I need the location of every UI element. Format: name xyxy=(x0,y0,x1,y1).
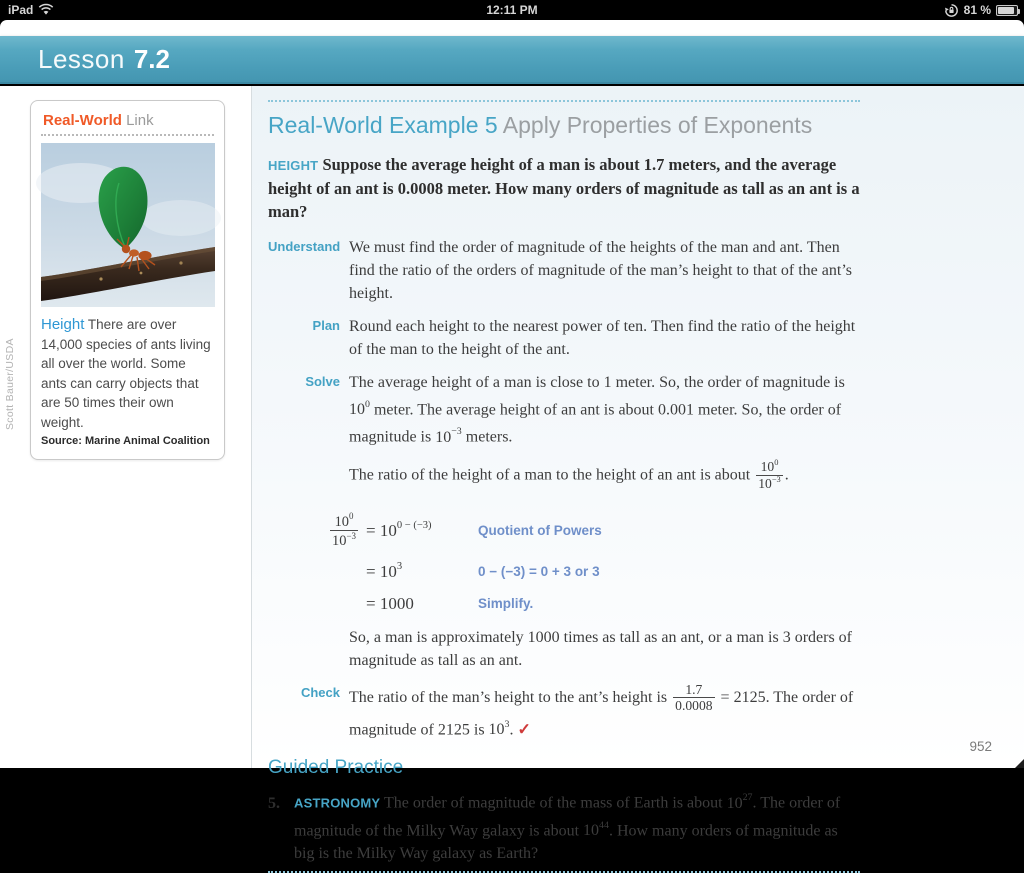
solve-conclusion: So, a man is approximately 1000 times as tall as an ant, or a man is 3 orders of magnitude as tall as an ant. xyxy=(349,628,852,669)
equation-lhs: $\frac{10^0}{10^{-3}}$ xyxy=(332,511,356,550)
page-number: 952 xyxy=(969,739,992,754)
top-dotted-rule xyxy=(268,100,860,102)
card-caption xyxy=(41,315,214,432)
step-label-plan: Plan xyxy=(312,318,340,333)
equation-note: Simplify. xyxy=(478,596,534,612)
sidebar xyxy=(0,86,252,768)
guided-practice-heading: Guided Practice xyxy=(268,757,404,779)
lesson-number: 7.2 xyxy=(133,43,170,74)
step-text-plan: Round each height to the nearest power of ten. Then find the ratio of the height of the man to the height of the ant. xyxy=(349,318,856,358)
card-title-rest: Link xyxy=(121,112,154,129)
card-title-accent: Real-World xyxy=(43,112,122,129)
equation-row xyxy=(284,562,860,582)
real-world-link-card xyxy=(30,100,225,460)
solve-paragraph-1: The average height of a man is close to 1 meter. So, the order of magnitude is $10^0$ meter. The average height of an ant is about 0.001 meter. So, the order of magnitude is $10^{-3}$ meters. xyxy=(349,374,845,446)
step-text-understand: We must find the order of magnitude of the heights of the man and ant. Then find the ratio of the orders of magnitude of the man’s height to that of the ant’s height. xyxy=(349,239,852,302)
ant-photo xyxy=(41,143,215,307)
step-label-understand: Understand xyxy=(268,239,341,254)
step-label-check: Check xyxy=(300,684,340,700)
equation-row xyxy=(284,594,860,614)
item-tag: ASTRONOMY xyxy=(294,795,381,811)
rotation-lock-icon xyxy=(944,3,959,18)
guided-practice-item xyxy=(268,787,860,865)
caption-text: There are over 14,000 species of ants living all over the world. Some ants can carry objects that are 50 times their own weight. xyxy=(41,317,211,430)
caption-label: Height xyxy=(41,316,85,333)
equation-row xyxy=(284,512,860,550)
card-title xyxy=(43,112,214,129)
step-label-solve: Solve xyxy=(305,374,340,389)
page-curl-corner[interactable] xyxy=(1015,759,1024,768)
lesson-page xyxy=(252,86,1024,863)
photo-credit: Scott Bauer/USDA xyxy=(4,338,16,430)
lesson-header xyxy=(0,36,1024,84)
equation-rhs: = $10^{0 - (-3)}$ xyxy=(366,520,432,540)
page-top-strip xyxy=(0,20,1024,36)
card-divider xyxy=(41,134,214,136)
item-text: The order of magnitude of the mass of Earth is about $10^{27}$. The order of magnitude of the Milky Way galaxy is about $10^{44}$. How many orders of magnitude as big is the Milky Way galaxy as Earth? xyxy=(294,792,841,863)
problem-tag: HEIGHT xyxy=(268,158,319,173)
battery-percent: 81 % xyxy=(963,3,991,17)
card-source: Source: Marine Animal Coalition xyxy=(41,435,210,447)
solve-conclusion-row xyxy=(268,626,860,672)
equation-rhs: = 1000 xyxy=(366,593,414,613)
example-title-rest: Apply Properties of Exponents xyxy=(497,112,813,138)
device-label: iPad xyxy=(8,3,34,17)
equation-block xyxy=(284,512,860,614)
problem-statement xyxy=(268,153,860,223)
lesson-label: Lesson xyxy=(38,43,125,74)
step-plan xyxy=(268,315,860,361)
example-title xyxy=(268,112,860,139)
step-solve xyxy=(268,371,860,502)
problem-text: Suppose the average height of a man is about 1.7 meters, and the average height of an ant is 0.0008 meter. How many orders of magnitude as tall as an ant is a man? xyxy=(268,155,860,221)
equation-note: 0 − (−3) = 0 + 3 or 3 xyxy=(478,564,600,580)
clock: 12:11 PM xyxy=(486,3,538,17)
step-check xyxy=(268,682,860,742)
status-bar xyxy=(0,0,1024,20)
item-number: 5. xyxy=(268,794,280,812)
page-content xyxy=(0,86,1024,863)
equation-rhs: = $10^3$ xyxy=(366,561,403,581)
step-understand xyxy=(268,236,860,305)
solve-paragraph-2: The ratio of the height of a man to the height of an ant is about $\frac{10^0}{10^{-3}}$ . xyxy=(349,456,789,492)
example-title-accent: Real-World Example 5 xyxy=(268,112,498,138)
equation-note: Quotient of Powers xyxy=(478,523,602,539)
battery-icon xyxy=(996,5,1018,16)
step-text-check: The ratio of the man’s height to the ant’s height is $\frac{1.7}{0.0008}$ = 2125. The order of magnitude of 2125 is $10^3$. ✓ xyxy=(349,681,854,739)
